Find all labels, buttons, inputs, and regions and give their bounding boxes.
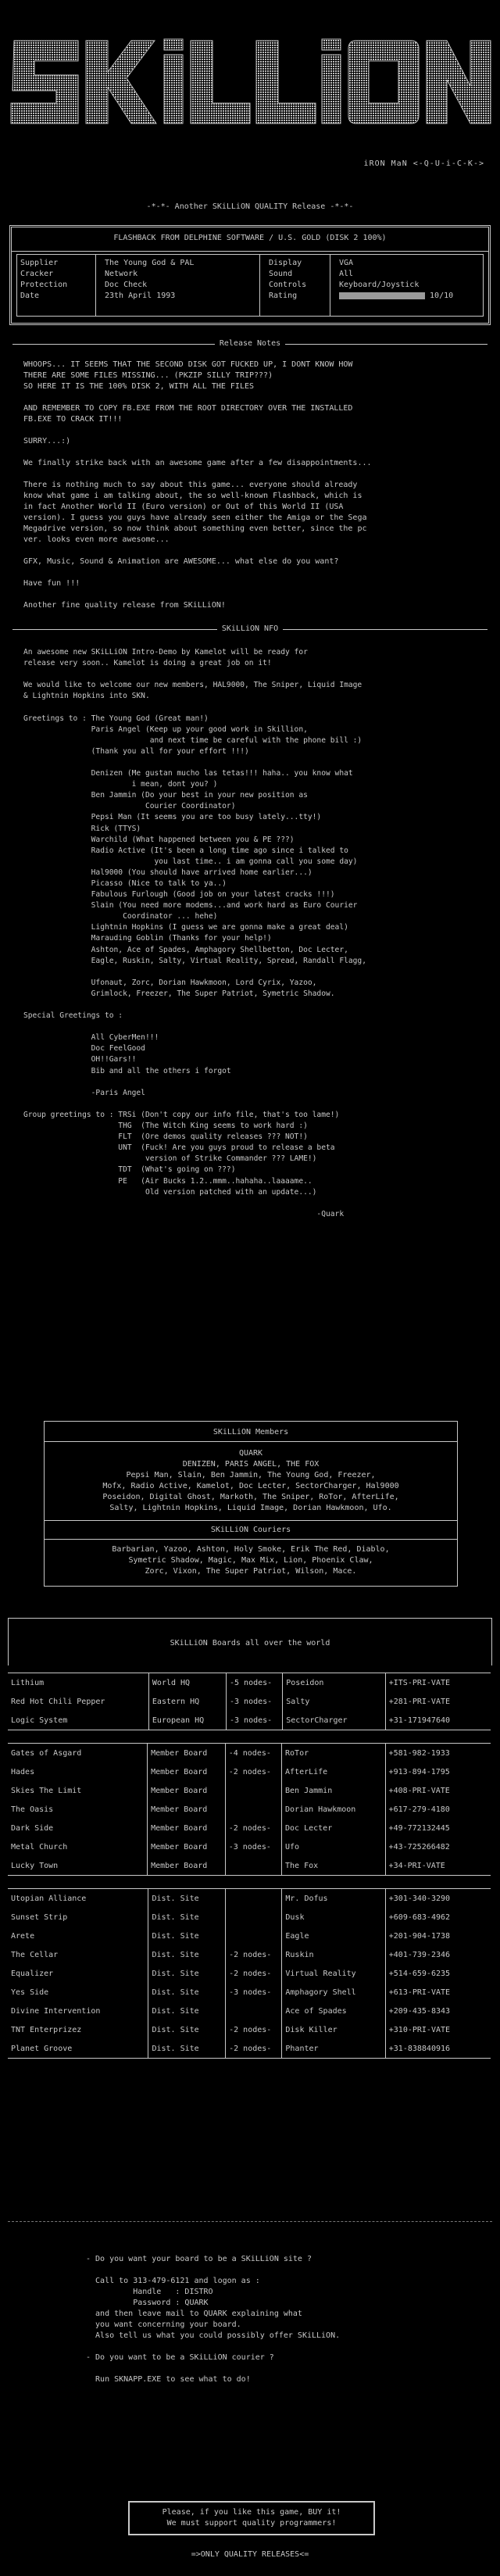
board-row [8, 1889, 491, 1909]
ascii-credit: iRON MaN <-Q-U-i-C-K-> [363, 159, 484, 168]
board-nodes [226, 1908, 282, 1927]
board-phone: +581-982-1933 [385, 1744, 491, 1763]
board-nodes: -3 nodes- [227, 1692, 283, 1711]
release-right-values [339, 258, 453, 302]
board-sysop: Phanter [282, 2039, 385, 2059]
board-name: Planet Groove [11, 2044, 73, 2053]
board-row [8, 1856, 491, 1876]
board-row [8, 1800, 491, 1819]
board-nodes [226, 1927, 282, 1945]
board-nodes: -2 nodes- [226, 2020, 282, 2039]
board-row [8, 1964, 491, 1983]
board-name: Equalizer [11, 1969, 54, 1978]
board-name: The Oasis [11, 1805, 54, 1814]
board-type: Dist. Site [148, 2002, 226, 2020]
board-phone: +301-340-3290 [385, 1889, 491, 1909]
release-notes-text: WHOOPS... IT SEEMS THAT THE SECOND DISK GOT FUCKED UP, I DONT KNOW HOW THERE ARE SOME FILES MISSING... (PKZIP SILLY TRIP???) SO HERE IT IS THE 100% DISK 2, WITH ALL THE FILES AND REMEMBER TO COPY FB.EXE FROM THE ROOT DIRECTORY OVER THE INSTALLED FB.EXE TO CRACK IT!!! SURRY...:) We finally strike back with an awesome game after a few disappointments... There is nothing much to say about this game... everyone should already know what game i am talking about, the so well-known Flashback, which is in fact Another World II (Euro version) or Out of this World II (USA version). I guess you guys have already seen either the Amiga or the Sega Megadrive version, so now think about something even better, since the pc ver. looks even more awesome... GFX, Music, Sound & Animation are AWESOME... what else do you want? Have fun !!! Another fine quality release from SKiLLiON! [23, 360, 372, 610]
board-row [8, 1762, 491, 1781]
board-phone: +408-PRI-VATE [385, 1781, 491, 1800]
board-sysop: Salty [283, 1692, 385, 1711]
board-phone: +514-659-6235 [385, 1964, 491, 1983]
board-phone: +201-904-1738 [385, 1927, 491, 1945]
board-row [8, 1983, 491, 2002]
controls-label: Controls [269, 281, 307, 289]
footer-tagline: =>ONLY QUALITY RELEASES<= [191, 2550, 309, 2559]
boards-heading: SKiLLiON Boards all over the world [170, 1639, 330, 1648]
board-sysop: Doc Lecter [282, 1819, 386, 1837]
board-type: Dist. Site [148, 1889, 226, 1909]
board-type: European HQ [148, 1711, 226, 1730]
supplier-label: Supplier [20, 259, 59, 267]
board-sysop: Ruskin [282, 1945, 385, 1964]
release-info-box [9, 225, 491, 325]
board-name: Metal Church [11, 1842, 68, 1852]
board-phone: +209-435-8343 [385, 2002, 491, 2020]
release-notes-heading-line [12, 339, 488, 353]
protection-label: Protection [20, 281, 68, 289]
board-row [8, 1692, 491, 1711]
skillion-logo [0, 0, 500, 156]
nfo-heading-line [12, 624, 488, 639]
sound-value: All [339, 270, 354, 278]
nfo-heading: SKiLLiON NFO [217, 624, 283, 633]
board-sysop: Eagle [282, 1927, 385, 1945]
supplier-value: The Young God & PAL [105, 259, 195, 267]
board-phone: +34-PRI-VATE [385, 1856, 491, 1876]
board-nodes: -2 nodes- [225, 1819, 281, 1837]
board-phone: +31-171947640 [385, 1711, 491, 1730]
board-name: Lithium [11, 1678, 45, 1687]
board-nodes: -2 nodes- [226, 1945, 282, 1964]
date-label: Date [20, 292, 40, 300]
board-type: Member Board [148, 1800, 226, 1819]
board-row [8, 1908, 491, 1927]
board-sysop: Poseidon [283, 1673, 385, 1693]
board-nodes: -3 nodes- [225, 1837, 281, 1856]
board-nodes: -4 nodes- [225, 1744, 281, 1763]
board-name: The Cellar [11, 1950, 59, 1959]
board-type: Dist. Site [148, 2020, 226, 2039]
board-row [8, 1819, 491, 1837]
board-type: Member Board [148, 1762, 226, 1781]
board-name: Dark Side [11, 1823, 54, 1833]
board-type: Dist. Site [148, 1964, 226, 1983]
board-nodes [225, 1800, 281, 1819]
board-sysop: Virtual Reality [282, 1964, 385, 1983]
release-title: FLASHBACK FROM DELPHINE SOFTWARE / U.S. GOLD (DISK 2 100%) [12, 227, 488, 252]
release-details [16, 254, 484, 317]
rating-label: Rating [269, 292, 298, 300]
rating-value: 10/10 [430, 292, 454, 300]
board-nodes [225, 1781, 281, 1800]
board-type: Member Board [148, 1744, 226, 1763]
board-name: Lucky Town [11, 1861, 59, 1870]
board-name: Arete [11, 1931, 35, 1941]
board-type: Member Board [148, 1819, 226, 1837]
board-row [8, 2039, 491, 2059]
rating-bar [339, 292, 425, 299]
board-type: World HQ [148, 1673, 226, 1693]
boards-group [8, 1673, 491, 1730]
board-sysop: Amphagory Shell [282, 1983, 385, 2002]
board-phone: +281-PRI-VATE [385, 1692, 491, 1711]
board-name: Utopian Alliance [11, 1894, 87, 1903]
display-value: VGA [339, 259, 354, 267]
cracker-value: Network [105, 270, 138, 278]
board-sysop: Disk Killer [282, 2020, 385, 2039]
footer-box-text: Please, if you like this game, BUY it! We must support quality programmers! [162, 2508, 341, 2528]
board-type: Dist. Site [148, 1983, 226, 2002]
join-text: - Do you want your board to be a SKiLLiON site ? Call to 313-479-6121 and logon as : Handle : DISTRO Password : QUARK and then leave mail to QUARK explaining what you want concerning your board. Also tell us what you could possibly offer SKiLLiON. - Do you want to be a SKiLLiON courier ? Run SKNAPP.EXE to see what to do! [86, 2255, 341, 2384]
board-nodes [225, 1856, 281, 1876]
board-row [8, 1945, 491, 1964]
board-row [8, 1781, 491, 1800]
board-phone: +43-725266482 [385, 1837, 491, 1856]
board-nodes [226, 1889, 282, 1909]
board-phone: +401-739-2346 [385, 1945, 491, 1964]
boards-heading-box [8, 1618, 492, 1665]
board-row [8, 1837, 491, 1856]
board-sysop: Ufo [282, 1837, 386, 1856]
members-box [44, 1421, 458, 1587]
footer-box [128, 2501, 375, 2535]
board-nodes: -2 nodes- [225, 1762, 281, 1781]
board-name: Hades [11, 1767, 35, 1776]
nfo-text: An awesome new SKiLLiON Intro-Demo by Kamelot will be ready for release very soon.. Kamelot is doing a great job on it! We would like to welcome our new members, HAL9000, The Sniper, Liquid Image & Lightnin Hopkins into SKN. Greetings to : The Young God (Great man!) Paris Angel (Keep up your good work in Skillion, and next time be careful with the phone bill :) (Thank you all for your effort !!!) Denizen (Me gustan mucho las tetas!!! haha.. you know what i mean, dont you? ) Ben Jammin (Do your best in your new position as Courier Coordinator) Pepsi Man (It seems you are too busy lately...tty!) Rick (TTYS) Warchild (What happened between you & PE ???) Radio Active (It's been a long time ago since i talked to you last time.. i am gonna call you some day) Hal9000 (You should have arrived home earlier...) Picasso (Nice to talk to ya..) Fabulous Furlough (Good job on your latest cracks !!!) Slain (You need more modems...and work hard as Euro Courier Coordinator ... hehe) Lightnin Hopkins (I guess we are gonna make a great deal) Marauding Goblin (Thanks for your help!) Ashton, Ace of Spades, Amphagory Shellbetton, Doc Lecter, Eagle, Ruskin, Salty, Virtual Reality, Spread, Randall Flagg, Ufonaut, Zorc, Dorian Hawkmoon, Lord Cyrix, Yazoo, Grimlock, Freezer, The Super Patriot, Symetric Shadow. Special Greetings to : All CyberMen!!! Doc FeelGood OH!!Gars!! Bib and all the others i forgot -Paris Angel Group greetings to : TRSi (Don't copy our info file, that's too lame!) THG (The Witch King seems to work hard :) FLT (Ore demos quality releases ??? NOT!) UNT (Fuck! Are you guys proud to release a beta version of Strike Commander ??? LAME!) TDT (What's going on ???) PE (Air Bucks 1.2..mmm..hahaha..laaaame.. Old version patched with an update...) -Quark [23, 648, 366, 1218]
cracker-label: Cracker [20, 270, 54, 278]
board-name: Divine Intervention [11, 2006, 101, 2016]
board-row [8, 2002, 491, 2020]
board-sysop: Dusk [282, 1908, 385, 1927]
board-phone: +617-279-4180 [385, 1800, 491, 1819]
boards-group [8, 1743, 491, 1876]
board-nodes: -2 nodes- [226, 2039, 282, 2059]
board-nodes: -3 nodes- [227, 1711, 283, 1730]
board-nodes: -5 nodes- [227, 1673, 283, 1693]
release-left-labels [20, 258, 67, 302]
board-sysop: Ben Jammin [282, 1781, 386, 1800]
board-name: Gates of Asgard [11, 1748, 82, 1758]
board-sysop: The Fox [282, 1856, 386, 1876]
board-row [8, 1927, 491, 1945]
board-phone: +310-PRI-VATE [385, 2020, 491, 2039]
board-phone: +49-772132445 [385, 1819, 491, 1837]
board-phone: +609-683-4962 [385, 1908, 491, 1927]
board-name: Yes Side [11, 1987, 49, 1997]
board-type: Eastern HQ [148, 1692, 226, 1711]
board-name: Sunset Strip [11, 1912, 68, 1922]
board-type: Member Board [148, 1781, 226, 1800]
controls-value: Keyboard/Joystick [339, 281, 420, 289]
board-nodes: -2 nodes- [226, 1964, 282, 1983]
board-phone: +ITS-PRI-VATE [385, 1673, 491, 1693]
board-sysop: Mr. Dofus [282, 1889, 385, 1909]
board-name: TNT Enterprizez [11, 2025, 82, 2034]
date-value: 23th April 1993 [105, 292, 176, 300]
release-banner: -*-*- Another SKiLLiON QUALITY Release -*-*- [146, 202, 354, 211]
board-sysop: SectorCharger [283, 1711, 385, 1730]
board-type: Dist. Site [148, 1908, 226, 1927]
board-type: Dist. Site [148, 2039, 226, 2059]
board-type: Dist. Site [148, 1945, 226, 1964]
board-sysop: Dorian Hawkmoon [282, 1800, 386, 1819]
board-type: Dist. Site [148, 1927, 226, 1945]
board-row [8, 1711, 491, 1730]
board-name: Skies The Limit [11, 1786, 82, 1795]
couriers-heading: SKiLLiON Couriers [45, 1521, 457, 1540]
board-name: Red Hot Chili Pepper [11, 1697, 105, 1706]
sound-label: Sound [269, 270, 293, 278]
board-sysop: AfterLife [282, 1762, 386, 1781]
display-label: Display [269, 259, 302, 267]
board-row [8, 1744, 491, 1763]
members-text: QUARK DENIZEN, PARIS ANGEL, THE FOX Pepsi Man, Slain, Ben Jammin, The Young God, Freezer, Mofx, Radio Active, Kamelot, Doc Lecter, SectorCharger, Hal9000 Poseidon, Digital Ghost, Markoth, The Sniper, RoTor, AfterLife, Salty, Lightnin Hopkins, Liquid Image, Dorian Hawkmoon, Ufo. [45, 1442, 457, 1521]
couriers-text: Barbarian, Yazoo, Ashton, Holy Smoke, Erik The Red, Diablo, Symetric Shadow, Magic, Max Mix, Lion, Phoenix Claw, Zorc, Vixon, The Super Patriot, Wilson, Mace. [112, 1545, 390, 1576]
protection-value: Doc Check [105, 281, 148, 289]
board-sysop: Ace of Spades [282, 2002, 385, 2020]
board-name: Logic System [11, 1716, 68, 1725]
members-heading: SKiLLiON Members [45, 1422, 457, 1442]
release-left-values [105, 258, 194, 302]
board-phone: +613-PRI-VATE [385, 1983, 491, 2002]
release-right-labels [269, 258, 306, 302]
release-notes-heading: Release Notes [215, 339, 285, 348]
board-type: Member Board [148, 1837, 226, 1856]
board-nodes [226, 2002, 282, 2020]
board-sysop: RoTor [282, 1744, 386, 1763]
board-phone: +913-894-1795 [385, 1762, 491, 1781]
boards-group [8, 1888, 491, 2059]
board-type: Member Board [148, 1856, 226, 1876]
board-row [8, 2020, 491, 2039]
board-phone: +31-838840916 [385, 2039, 491, 2059]
board-nodes: -3 nodes- [226, 1983, 282, 2002]
rating-row [339, 291, 453, 302]
board-row [8, 1673, 491, 1693]
